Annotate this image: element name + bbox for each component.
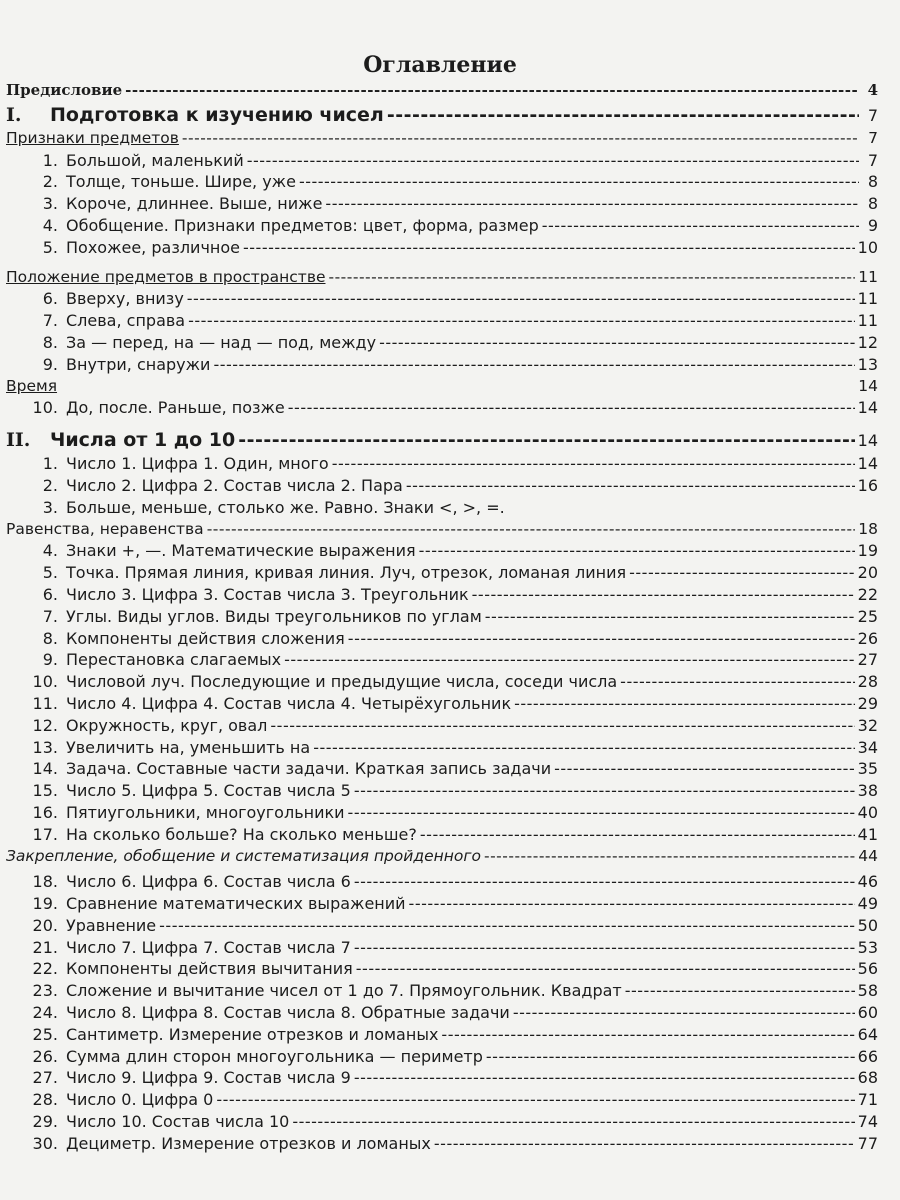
toc-entry-number: 21.	[32, 937, 58, 957]
toc-page-number: 13	[857, 354, 878, 374]
toc-entry-title: Окружность, круг, овал	[66, 715, 268, 735]
toc-entry-title: Компоненты действия сложения	[66, 628, 345, 648]
toc-entry-number: 27.	[32, 1068, 58, 1088]
toc-entry-number: 2.	[42, 172, 58, 192]
toc-entry-number: 19.	[32, 894, 58, 914]
toc-dash-leader	[247, 150, 859, 172]
toc-entry-number: 14.	[32, 759, 58, 779]
toc-page-number: 38	[857, 781, 878, 801]
toc-page-number: 35	[857, 759, 878, 779]
toc-entry-number: 10.	[32, 398, 58, 418]
toc-page-number: 8	[867, 194, 878, 214]
toc-page-number: 19	[857, 541, 878, 561]
toc-item-row	[0, 310, 878, 332]
toc-entry-title: Число 6. Цифра 6. Состав числа 6	[66, 872, 351, 892]
toc-dash-leader	[292, 1111, 854, 1133]
toc-dash-leader	[354, 1067, 855, 1089]
toc-entry-number: 3.	[42, 194, 58, 214]
toc-page-number: 29	[857, 693, 878, 713]
toc-item-row	[0, 693, 878, 715]
toc-dash-leader	[354, 780, 855, 802]
toc-page-number: 14	[857, 398, 878, 418]
toc-page-number: 25	[857, 606, 878, 626]
toc-item-row	[0, 475, 878, 497]
toc-item-row	[0, 397, 878, 419]
toc-dash-leader	[420, 824, 855, 846]
toc-entry-title: Компоненты действия вычитания	[66, 959, 353, 979]
toc-item-row	[0, 649, 878, 671]
toc-item-row	[0, 1046, 878, 1068]
toc-item-row	[0, 497, 878, 519]
toc-page-number: 22	[857, 584, 878, 604]
toc-entry-title: Число 8. Цифра 8. Состав числа 8. Обратные задачи	[66, 1003, 510, 1023]
toc-page-number: 28	[857, 672, 878, 692]
toc-entry-title: Признаки предметов	[6, 128, 179, 147]
toc-dash-leader	[379, 332, 855, 354]
toc-page-number: 9	[867, 215, 878, 235]
toc-page-number: 10	[857, 237, 878, 257]
toc-entry-number: 1.	[42, 150, 58, 170]
toc-item-row	[0, 802, 878, 824]
toc-spacer	[0, 259, 878, 267]
toc-entry-title: Положение предметов в пространстве	[6, 267, 326, 286]
toc-dash-leader	[325, 193, 859, 215]
toc-entry-number: 4.	[42, 215, 58, 235]
toc-entry-number: I.	[6, 103, 22, 126]
toc-item-row	[0, 288, 878, 310]
toc-entry-title: Углы. Виды углов. Виды треугольников по углам	[66, 606, 482, 626]
toc-spacer	[0, 419, 878, 427]
toc-entry-number: 13.	[32, 737, 58, 757]
toc-entry-number: 8.	[42, 332, 58, 352]
toc-item-row	[0, 1111, 878, 1133]
toc-item-row	[0, 193, 878, 215]
toc-entry-number: 11.	[32, 693, 58, 713]
toc-entry-number: 16.	[32, 802, 58, 822]
toc-page-number: 46	[857, 872, 878, 892]
toc-page-number: 66	[857, 1046, 878, 1066]
toc-entry-title: Число 4. Цифра 4. Состав числа 4. Четырёхугольник	[66, 693, 512, 713]
toc-entry-number: II.	[6, 429, 31, 452]
toc-dash-leader	[213, 354, 854, 376]
toc-item-row	[0, 606, 878, 628]
toc-entry-title: Число 1. Цифра 1. Один, много	[66, 454, 329, 474]
toc-entry-number: 28.	[32, 1090, 58, 1110]
toc-entry-title: Числовой луч. Последующие и предыдущие числа, соседи числа	[66, 672, 618, 692]
toc-entry-number: 29.	[32, 1112, 58, 1132]
toc-item-row	[0, 628, 878, 650]
toc-dash-leader	[387, 102, 859, 128]
toc-item-row	[0, 237, 878, 259]
toc-entry-title: Сантиметр. Измерение отрезков и ломаных	[66, 1024, 439, 1044]
toc-page-number: 7	[867, 150, 878, 170]
toc-page-number: 50	[857, 915, 878, 935]
toc-entry-title: За — перед, на — над — под, между	[66, 332, 377, 352]
toc-page-number: 4	[867, 81, 878, 99]
toc-item-row	[0, 737, 878, 759]
toc-page-number: 18	[858, 519, 878, 538]
toc-entry-title: Перестановка слагаемых	[66, 650, 282, 670]
toc-entry-title: Сложение и вычитание чисел от 1 до 7. Прямоугольник. Квадрат	[66, 981, 622, 1001]
toc-dash-leader	[332, 453, 855, 475]
toc-item-row	[0, 150, 878, 172]
toc-dash-leader	[513, 1002, 855, 1024]
toc-entry-number: 6.	[42, 584, 58, 604]
toc-item-row	[0, 958, 878, 980]
toc-entry-number: 30.	[32, 1133, 58, 1153]
toc-page-number: 77	[857, 1133, 878, 1153]
toc-dash-leader	[270, 715, 854, 737]
toc-page-number: 32	[857, 715, 878, 735]
toc-item-row	[0, 937, 878, 959]
toc-page-number: 53	[857, 937, 878, 957]
toc-dash-leader	[188, 310, 855, 332]
toc-dash-leader	[125, 80, 859, 102]
toc-dash-leader	[441, 1024, 854, 1046]
toc-entry-number: 17.	[32, 824, 58, 844]
toc-dash-leader	[187, 288, 855, 310]
toc-dash-leader	[434, 1133, 855, 1155]
toc-section-row	[0, 846, 878, 868]
toc-item-row	[0, 871, 878, 893]
toc-entry-number: 18.	[32, 872, 58, 892]
toc-entry-title: Знаки +, —. Математические выражения	[66, 541, 416, 561]
toc-entry-number: 24.	[32, 1003, 58, 1023]
toc-item-row	[0, 1067, 878, 1089]
toc-entry-title: Число 3. Цифра 3. Состав числа 3. Треугольник	[66, 584, 469, 604]
toc-dash-leader	[514, 693, 855, 715]
toc-entry-title: Пятиугольники, многоугольники	[66, 802, 345, 822]
toc-page-number: 74	[857, 1112, 878, 1132]
toc-page-number: 12	[857, 332, 878, 352]
toc-dash-leader	[288, 397, 855, 419]
toc-entry-title: Слева, справа	[66, 311, 186, 331]
toc-preface-row	[0, 80, 878, 102]
toc-item-row	[0, 1002, 878, 1024]
toc-item-row	[0, 354, 878, 376]
toc-page-number: 49	[857, 894, 878, 914]
toc-item-row	[0, 893, 878, 915]
toc-entry-title: Число 10. Состав числа 10	[66, 1112, 290, 1132]
toc-entry-number: 2.	[42, 475, 58, 495]
toc-entry-title: Число 2. Цифра 2. Состав числа 2. Пара	[66, 475, 403, 495]
toc-dash-leader	[238, 427, 854, 453]
toc-item-row	[0, 562, 878, 584]
toc-entry-title: Толще, тоньше. Шире, уже	[66, 172, 296, 192]
toc-entry-title: Равенства, неравенства	[6, 519, 204, 538]
toc-page-number: 16	[857, 475, 878, 495]
toc-entry-title: Время	[6, 376, 58, 395]
toc-entry-number: 12.	[32, 715, 58, 735]
toc-entry-title: Число 0. Цифра 0	[66, 1090, 214, 1110]
toc-dash-leader	[348, 802, 855, 824]
table-of-contents	[0, 80, 878, 1155]
toc-entry-number: 1.	[42, 454, 58, 474]
toc-entry-number: 25.	[32, 1024, 58, 1044]
toc-entry-title: Сравнение математических выражений	[66, 894, 406, 914]
toc-page-number: 11	[857, 289, 878, 309]
toc-dash-leader	[159, 915, 854, 937]
toc-page-number: 8	[867, 172, 878, 192]
toc-page-number: 14	[857, 431, 878, 451]
toc-entry-title: Подготовка к изучению чисел	[50, 103, 384, 126]
toc-page-number: 7	[868, 128, 878, 147]
toc-entry-title: Больше, меньше, столько же. Равно. Знаки <, >, =.	[66, 497, 505, 517]
toc-entry-number: 6.	[42, 289, 58, 309]
toc-entry-number: 7.	[42, 606, 58, 626]
toc-entry-number: 26.	[32, 1046, 58, 1066]
toc-entry-title: Числа от 1 до 10	[50, 429, 236, 452]
toc-entry-title: Уравнение	[66, 915, 157, 935]
toc-item-row	[0, 453, 878, 475]
toc-dash-leader	[409, 893, 855, 915]
toc-chapter-row	[0, 102, 878, 128]
toc-dash-leader	[356, 958, 855, 980]
toc-entry-title: Закрепление, обобщение и систематизация пройденного	[6, 846, 481, 865]
toc-page-number: 58	[857, 981, 878, 1001]
toc-item-row	[0, 1133, 878, 1155]
toc-entry-number: 10.	[32, 672, 58, 692]
toc-section-row	[0, 519, 878, 541]
toc-entry-title: Внутри, снаружи	[66, 354, 211, 374]
toc-page-number: 27	[857, 650, 878, 670]
toc-dash-leader	[419, 540, 855, 562]
toc-page-number: 68	[857, 1068, 878, 1088]
toc-page-number: 60	[857, 1003, 878, 1023]
toc-entry-number: 8.	[42, 628, 58, 648]
toc-page-number: 71	[857, 1090, 878, 1110]
toc-entry-title: Дециметр. Измерение отрезков и ломаных	[66, 1133, 431, 1153]
toc-section-row	[0, 267, 878, 289]
toc-dash-leader	[182, 128, 859, 150]
toc-dash-leader	[313, 737, 854, 759]
toc-dash-leader	[629, 562, 855, 584]
toc-dash-leader	[354, 937, 855, 959]
toc-entry-number: 9.	[42, 650, 58, 670]
toc-item-row	[0, 780, 878, 802]
toc-entry-number: 5.	[42, 237, 58, 257]
toc-entry-title: Короче, длиннее. Выше, ниже	[66, 194, 323, 214]
toc-item-row	[0, 671, 878, 693]
toc-page-number: 26	[857, 628, 878, 648]
toc-entry-number: 22.	[32, 959, 58, 979]
toc-dash-leader	[620, 671, 854, 693]
toc-page-number: 34	[857, 737, 878, 757]
toc-dash-leader	[485, 606, 855, 628]
toc-dash-leader	[406, 475, 855, 497]
toc-dash-leader	[284, 649, 855, 671]
toc-page-number: 14	[858, 376, 878, 395]
toc-entry-number: 3.	[42, 497, 58, 517]
toc-dash-leader	[216, 1089, 854, 1111]
toc-dash-leader	[554, 758, 855, 780]
toc-item-row	[0, 215, 878, 237]
toc-item-row	[0, 824, 878, 846]
toc-entry-number: 15.	[32, 781, 58, 801]
toc-dash-leader	[486, 1046, 855, 1068]
toc-entry-title: Обобщение. Признаки предметов: цвет, форма, размер	[66, 215, 539, 235]
toc-page-number: 7	[867, 105, 878, 125]
toc-item-row	[0, 1024, 878, 1046]
toc-dash-leader	[484, 846, 855, 868]
toc-entry-number: 20.	[32, 915, 58, 935]
toc-item-row	[0, 332, 878, 354]
toc-page-number: 41	[857, 824, 878, 844]
toc-dash-leader	[472, 584, 855, 606]
toc-item-row	[0, 715, 878, 737]
toc-entry-title: Сумма длин сторон многоугольника — периметр	[66, 1046, 483, 1066]
toc-page-number: 14	[857, 454, 878, 474]
page-title: Оглавление	[363, 52, 517, 78]
toc-entry-title: На сколько больше? На сколько меньше?	[66, 824, 417, 844]
toc-dash-leader	[329, 267, 856, 289]
toc-section-row	[0, 128, 878, 150]
toc-entry-number: 23.	[32, 981, 58, 1001]
toc-entry-number: 9.	[42, 354, 58, 374]
toc-dash-leader	[207, 519, 856, 541]
toc-item-row	[0, 980, 878, 1002]
toc-item-row	[0, 540, 878, 562]
toc-entry-title: Задача. Составные части задачи. Краткая запись задачи	[66, 759, 552, 779]
toc-entry-title: Число 9. Цифра 9. Состав числа 9	[66, 1068, 351, 1088]
toc-entry-title: До, после. Раньше, позже	[66, 398, 285, 418]
toc-chapter-row	[0, 427, 878, 453]
toc-dash-leader	[299, 171, 859, 193]
toc-entry-title: Число 5. Цифра 5. Состав числа 5	[66, 781, 351, 801]
toc-section-row	[0, 376, 878, 398]
toc-dash-leader	[243, 237, 855, 259]
toc-entry-title: Предисловие	[6, 81, 123, 99]
toc-entry-title: Увеличить на, уменьшить на	[66, 737, 311, 757]
toc-item-row	[0, 171, 878, 193]
toc-dash-leader	[542, 215, 859, 237]
toc-entry-title: Большой, маленький	[66, 150, 244, 170]
toc-page-number: 11	[857, 311, 878, 331]
toc-item-row	[0, 584, 878, 606]
toc-page-number: 11	[858, 267, 878, 286]
toc-dash-leader	[625, 980, 855, 1002]
toc-page-number: 44	[858, 846, 878, 865]
toc-dash-leader	[348, 628, 855, 650]
toc-entry-title: Число 7. Цифра 7. Состав числа 7	[66, 937, 351, 957]
toc-entry-title: Точка. Прямая линия, кривая линия. Луч, отрезок, ломаная линия	[66, 563, 627, 583]
toc-page-number: 64	[857, 1024, 878, 1044]
toc-page-number: 56	[857, 959, 878, 979]
toc-page-number: 40	[857, 802, 878, 822]
toc-entry-title: Похожее, различное	[66, 237, 240, 257]
toc-entry-title: Вверху, внизу	[66, 289, 184, 309]
toc-page-number: 20	[857, 563, 878, 583]
toc-entry-number: 5.	[42, 563, 58, 583]
toc-item-row	[0, 1089, 878, 1111]
toc-dash-leader	[354, 871, 855, 893]
toc-item-row	[0, 915, 878, 937]
toc-entry-number: 7.	[42, 311, 58, 331]
toc-entry-number: 4.	[42, 541, 58, 561]
toc-item-row	[0, 758, 878, 780]
